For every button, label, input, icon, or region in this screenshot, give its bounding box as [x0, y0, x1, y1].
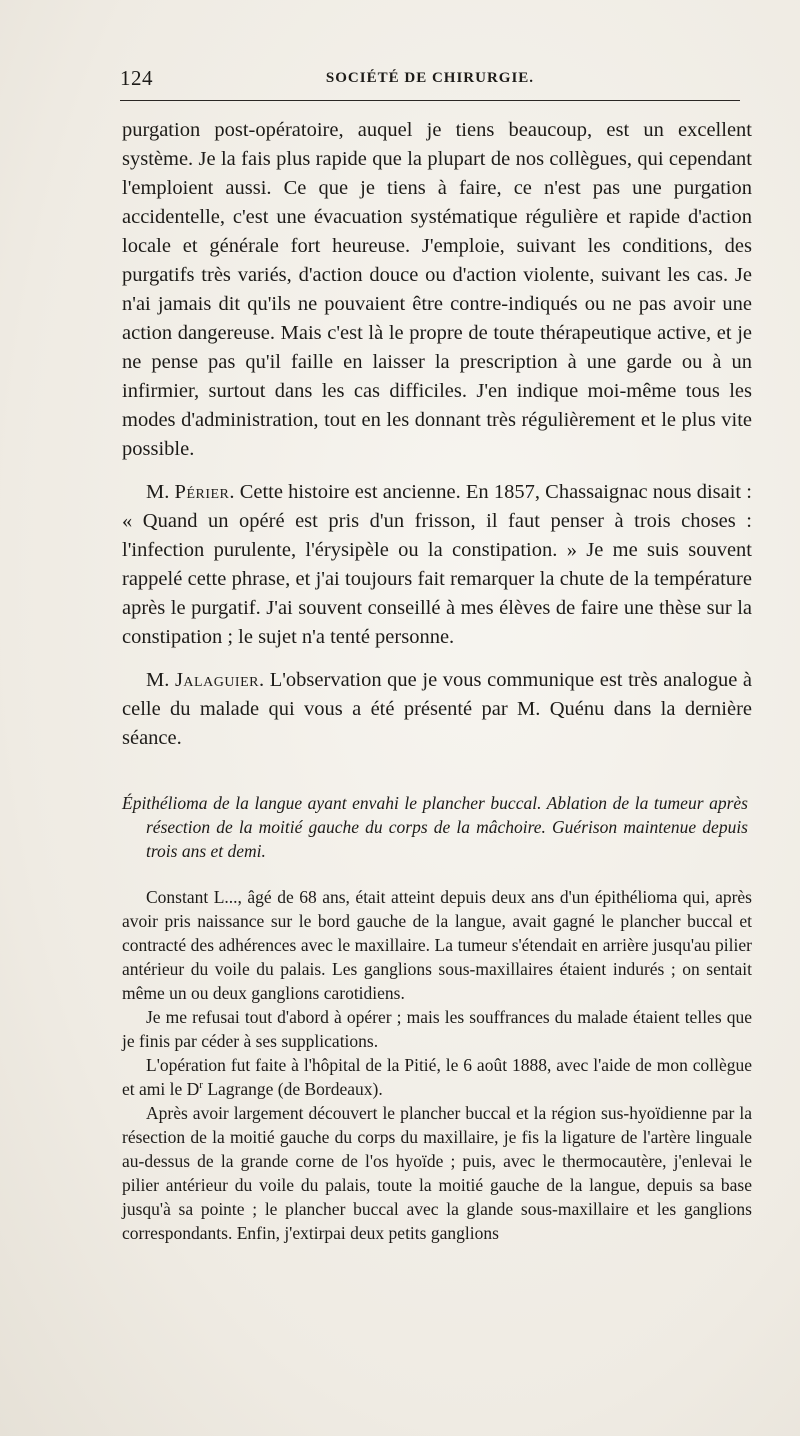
case-paragraph: Je me refusai tout d'abord à opérer ; mais les souffrances du malade étaient telles que je finis par céder à ses supplications.: [122, 1007, 752, 1051]
body-text: [122, 116, 752, 1245]
paragraph-continuation: purgation post-opératoire, auquel je tiens beaucoup, est un excellent système. Je la fais plus rapide que la plupart de nos collègues, qui cependant l'emploient aussi. Ce que je tiens à faire, ce n'est pas une purgation accidentelle, c'est une évacuation systématique régulière et rapide d'action locale et générale fort heureuse. J'emploie, suivant les conditions, des purgatifs très variés, d'action douce ou d'action violente, suivant les cas. Je n'ai jamais dit qu'ils ne pouvaient être contre-indiqués ou ne pas avoir une action dangereuse. Mais c'est là le propre de toute thérapeutique active, et je ne pense pas qu'il faille en laisser la prescription à une garde ou à un infirmier, surtout dans les cas difficiles. J'en indique moi-même tous les modes d'administration, tout en les donnant très régulièrement et le plus vite possible.: [122, 119, 752, 460]
operation-text: L'opération fut faite à l'hôpital de la Pitié, le 6 août 1888, avec l'aide de mon collègue et ami le D: [122, 1055, 752, 1099]
paragraph-jalaguier: [122, 666, 752, 753]
case-paragraph-operation: [122, 1053, 752, 1101]
speaker-text: . Cette histoire est ancienne. En 1857, Chassaignac nous disait : « Quand un opéré est pris d'un frisson, il faut penser à trois choses : l'infection purulente, l'érysipèle ou la constipation. » Je me suis souvent rappelé cette phrase, et j'ai toujours fait remarquer la chute de la température après le purgatif. J'ai souvent conseillé à mes élèves de faire une thèse sur la constipation ; le sujet n'a tenté personne.: [122, 481, 752, 648]
speaker-name: Périer: [174, 481, 230, 503]
page-number: 124: [120, 66, 153, 90]
speaker-name: Jalaguier: [174, 669, 259, 691]
speaker-prefix: M.: [146, 669, 175, 691]
case-title: Épithélioma de la langue ayant envahi le plancher buccal. Ablation de la tumeur après résection de la moitié gauche du corps de la mâchoire. Guérison maintenue depuis trois ans et demi.: [122, 793, 748, 861]
case-paragraph: Après avoir largement découvert le plancher buccal et la région sus-hyoïdienne par la résection de la moitié gauche du corps du maxillaire, je fis la ligature de l'artère linguale au-dessus de la grande corne de l'os hyoïde ; puis, avec le thermocautère, j'enlevai le pilier antérieur du voile du palais, toute la moitié gauche de la langue, depuis sa base jusqu'à sa pointe ; le plancher buccal avec la glande sous-maxillaire et les ganglions correspondants. Enfin, j'extirpai deux petits ganglions: [122, 1103, 752, 1243]
speaker-prefix: M.: [146, 481, 175, 503]
speaker-text: . L'observation que je vous communique est très analogue à celle du malade qui vous a été présenté par M. Quénu dans la dernière séance.: [122, 669, 752, 749]
page-header: [120, 66, 740, 96]
running-head: SOCIÉTÉ DE CHIRURGIE.: [325, 70, 535, 86]
doctor-abbrev-sup: r: [199, 1079, 203, 1092]
case-paragraph: Constant L..., âgé de 68 ans, était atteint depuis deux ans d'un épithélioma qui, après avoir pris naissance sur le bord gauche de la langue, avait gagné le plancher buccal et contracté des adhérences avec le maxillaire. La tumeur s'étendait en arrière jusqu'au pilier antérieur du voile du palais. Les ganglions sous-maxillaires étaient indurés ; on sentait même un ou deux ganglions carotidiens.: [122, 887, 752, 1003]
header-rule: [120, 100, 740, 101]
paragraph-perier: [122, 478, 752, 652]
operation-text-after: Lagrange (de Bordeaux).: [202, 1079, 383, 1099]
